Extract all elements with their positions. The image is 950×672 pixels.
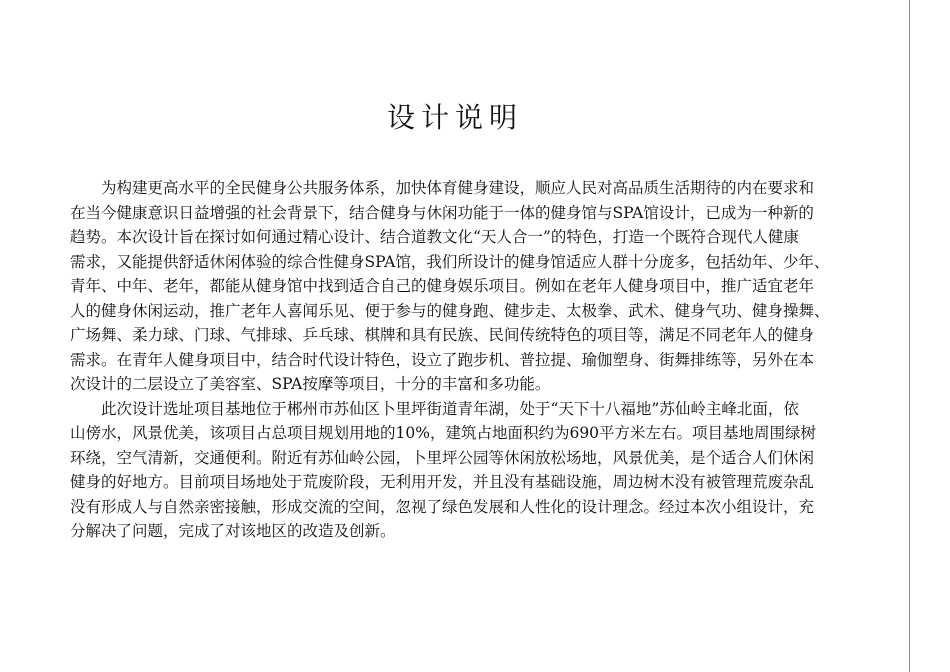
text-line: 需求，又能提供舒适休闲体验的综合性健身SPA馆，我们所设计的健身馆适应人群十分庞多，包括幼年、少年、 — [70, 252, 830, 271]
text-line: 人的健身休闲运动，推广老年人喜闻乐见、便于参与的健身跑、健步走、太极拳、武术、健身气功、健身操舞、 — [70, 301, 830, 320]
text-line: 环绕，空气清新，交通便利。附近有苏仙岭公园，卜里坪公园等休闲放松场地，风景优美，是个适合人们休闲 — [70, 448, 815, 467]
text-line: 需求。在青年人健身项目中，结合时代设计特色，设立了跑步机、普拉提、瑜伽塑身、街舞排练等，另外在本 — [70, 350, 815, 369]
paragraph-1 — [70, 176, 910, 397]
text-line: 在当今健康意识日益增强的社会背景下，结合健身与休闲功能于一体的健身馆与SPA馆设计，已成为一种新的 — [70, 203, 814, 222]
page-title: 设计说明 — [386, 101, 523, 134]
paragraph-2 — [70, 397, 910, 544]
text-line: 青年、中年、老年，都能从健身馆中找到适合自己的健身娱乐项目。例如在老年人健身项目中，推广适宜老年 — [70, 277, 815, 295]
text-line: 趋势。本次设计旨在探讨如何通过精心设计、结合道教文化“天人合一”的特色，打造一个既符合现代人健康 — [70, 228, 799, 246]
text-line: 山傍水，风景优美，该项目占总项目规划用地的10%，建筑占地面积约为690平方米左右。项目基地周围绿树 — [70, 424, 817, 442]
text-line: 没有形成人与自然亲密接触，形成交流的空间，忽视了绿色发展和人性化的设计理念。经过本次小组设计，充 — [70, 497, 815, 516]
text-line: 健身的好地方。目前项目场地处于荒废阶段，无利用开发，并且没有基础设施，周边树木没有被管理荒废杂乱 — [70, 473, 815, 491]
document-body — [70, 176, 910, 544]
page-edge-divider — [909, 0, 910, 672]
text-line: 分解决了问题，完成了对该地区的改造及创新。 — [70, 522, 396, 540]
text-line: 广场舞、柔力球、门球、气排球、乒乓球、棋牌和具有民族、民间传统特色的项目等，满足不同老年人的健身 — [70, 326, 815, 344]
text-line: 次设计的二层设立了美容室、SPA按摩等项目，十分的丰富和多功能。 — [70, 375, 551, 393]
text-line: 此次设计选址项目基地位于郴州市苏仙区卜里坪街道青年湖，处于“天下十八福地”苏仙岭主峰北面，依 — [101, 399, 799, 418]
text-line: 为构建更高水平的全民健身公共服务体系，加快体育健身建设，顺应人民对高品质生活期待的内在要求和 — [101, 179, 815, 197]
